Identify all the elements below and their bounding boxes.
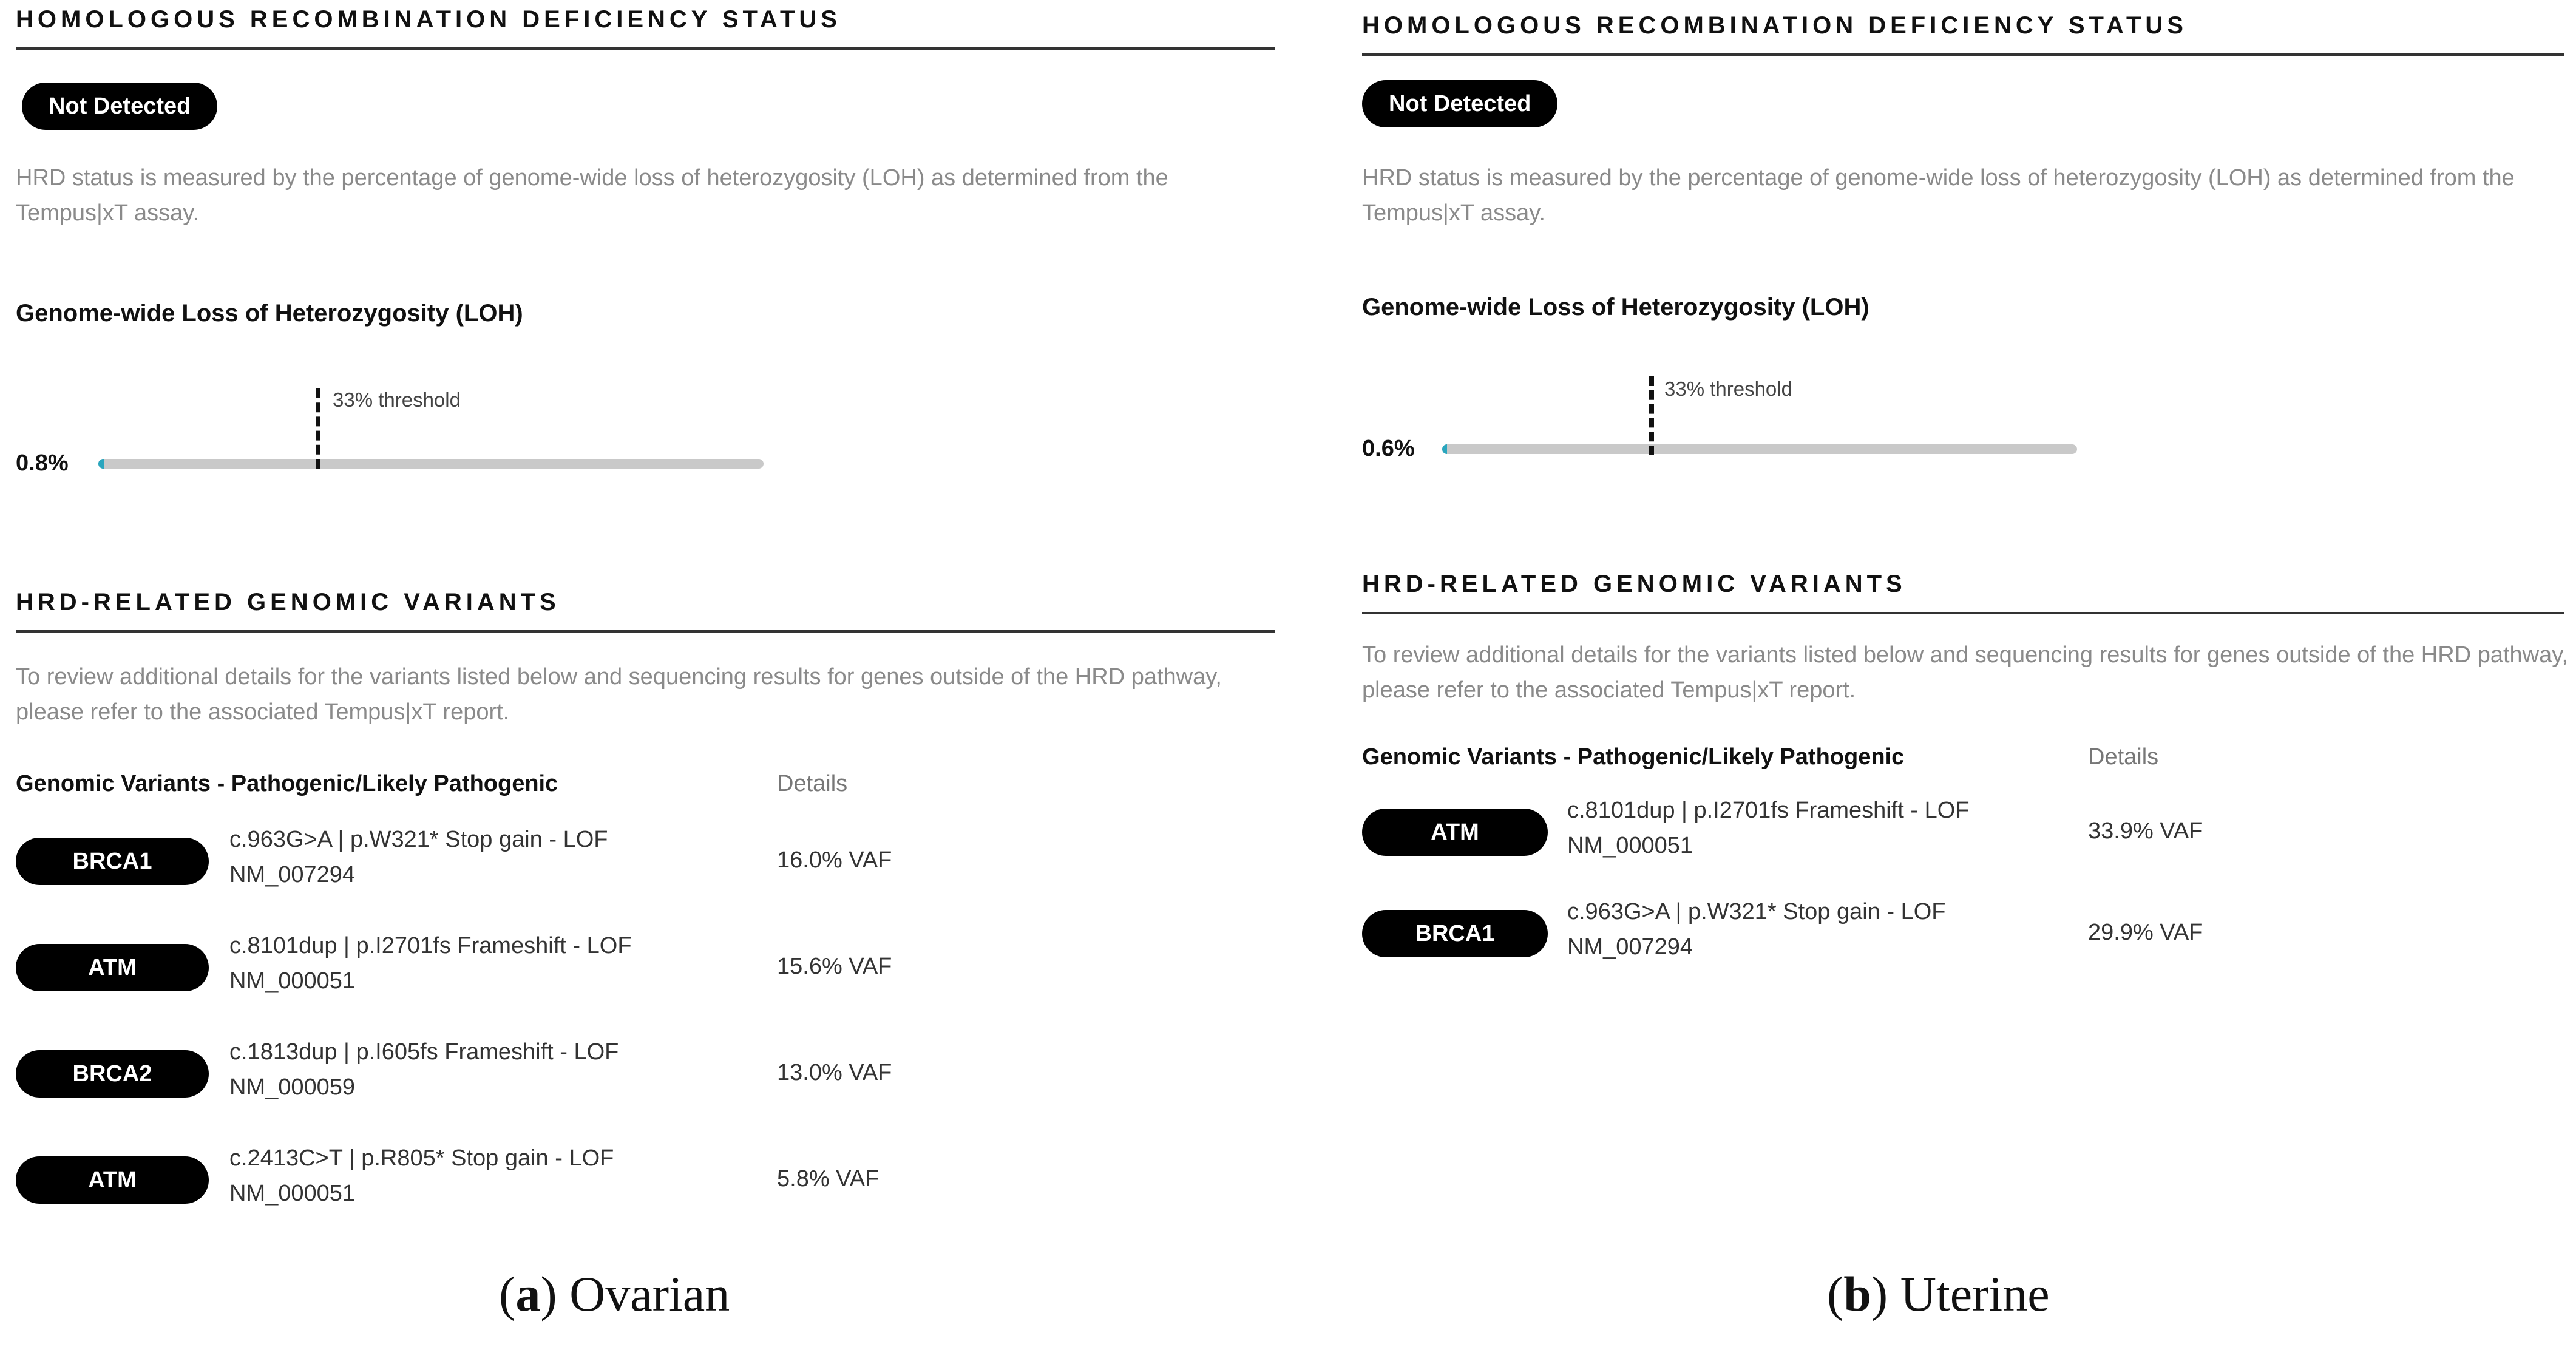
table-row [16, 933, 1272, 1006]
table-row [1362, 899, 2570, 972]
section-divider [16, 630, 1275, 633]
table-row [1362, 798, 2570, 870]
variant-change: c.963G>A | p.W321* Stop gain - LOF [229, 827, 608, 852]
caption: (b) Uterine [1827, 1266, 2050, 1322]
status-badge: Not Detected [1362, 80, 1557, 127]
section-divider [1362, 612, 2564, 614]
threshold-label: 33% threshold [1664, 378, 1792, 400]
table-row [16, 1145, 1272, 1218]
loh-title: Genome-wide Loss of Heterozygosity (LOH) [1362, 294, 1869, 321]
variants-title: HRD-RELATED GENOMIC VARIANTS [1362, 571, 1907, 597]
variant-vaf: 16.0% VAF [777, 847, 892, 873]
status-badge: Not Detected [22, 83, 217, 130]
variant-change: c.8101dup | p.I2701fs Frameshift - LOF [1567, 798, 1970, 823]
col-header-variants: Genomic Variants - Pathogenic/Likely Pathogenic [1362, 744, 1905, 770]
loh-bar-fill [98, 459, 104, 469]
variant-vaf: 13.0% VAF [777, 1060, 892, 1085]
gene-badge: ATM [16, 944, 209, 991]
col-header-details: Details [2088, 744, 2159, 770]
hrd-description: HRD status is measured by the percentage of genome-wide loss of heterozygosity (LOH) as determined from the Tempus|xT assay. [1362, 165, 2515, 226]
loh-bar-track [98, 459, 764, 469]
hrd-description: HRD status is measured by the percentage of genome-wide loss of heterozygosity (LOH) as determined from the Tempus|xT assay. [16, 165, 1168, 226]
variant-change: c.2413C>T | p.R805* Stop gain - LOF [229, 1145, 614, 1171]
panel-uterine [1347, 0, 2576, 1347]
variants-description: To review additional details for the variants listed below and sequencing results for genes outside of the HRD pathway, please refer to the associated Tempus|xT report. [1362, 642, 2568, 703]
caption-letter: a [515, 1266, 541, 1322]
loh-value: 0.6% [1362, 436, 1415, 461]
variant-vaf: 29.9% VAF [2088, 920, 2203, 945]
hrd-status-title: HOMOLOGOUS RECOMBINATION DEFICIENCY STATUS [16, 6, 841, 33]
threshold-marker [1649, 376, 1654, 455]
threshold-label: 33% threshold [333, 388, 461, 411]
variant-change: c.963G>A | p.W321* Stop gain - LOF [1567, 899, 1946, 925]
variant-change: c.8101dup | p.I2701fs Frameshift - LOF [229, 933, 632, 959]
col-header-variants: Genomic Variants - Pathogenic/Likely Pathogenic [16, 771, 558, 796]
variant-transcript: NM_000051 [229, 968, 356, 994]
loh-bar-track [1442, 444, 2077, 454]
threshold-marker [316, 388, 320, 469]
loh-title: Genome-wide Loss of Heterozygosity (LOH) [16, 300, 523, 327]
variant-vaf: 33.9% VAF [2088, 818, 2203, 844]
loh-value: 0.8% [16, 450, 69, 476]
variants-description: To review additional details for the variants listed below and sequencing results for genes outside of the HRD pathway, please refer to the associated Tempus|xT report. [16, 664, 1222, 725]
col-header-details: Details [777, 771, 848, 796]
caption: (a) Ovarian [499, 1266, 730, 1322]
section-divider [16, 47, 1275, 50]
hrd-status-title: HOMOLOGOUS RECOMBINATION DEFICIENCY STATUS [1362, 12, 2188, 39]
gene-badge: BRCA1 [1362, 910, 1548, 957]
variant-transcript: NM_000051 [1567, 833, 1693, 858]
variants-title: HRD-RELATED GENOMIC VARIANTS [16, 589, 560, 616]
gene-badge: ATM [1362, 809, 1548, 856]
caption-text: Uterine [1888, 1266, 2050, 1322]
section-divider [1362, 53, 2564, 56]
gene-badge: BRCA2 [16, 1050, 209, 1098]
caption-letter: b [1843, 1266, 1871, 1322]
variant-transcript: NM_000051 [229, 1181, 356, 1206]
gene-badge: BRCA1 [16, 838, 209, 885]
table-row [16, 1039, 1272, 1112]
table-row [16, 827, 1272, 900]
variant-transcript: NM_000059 [229, 1074, 356, 1100]
variant-vaf: 5.8% VAF [777, 1166, 880, 1192]
gene-badge: ATM [16, 1156, 209, 1204]
caption-text: Ovarian [557, 1266, 730, 1322]
variant-change: c.1813dup | p.I605fs Frameshift - LOF [229, 1039, 619, 1065]
variant-transcript: NM_007294 [1567, 934, 1693, 960]
variant-vaf: 15.6% VAF [777, 954, 892, 979]
loh-bar-fill [1442, 444, 1447, 454]
variant-transcript: NM_007294 [229, 862, 356, 887]
